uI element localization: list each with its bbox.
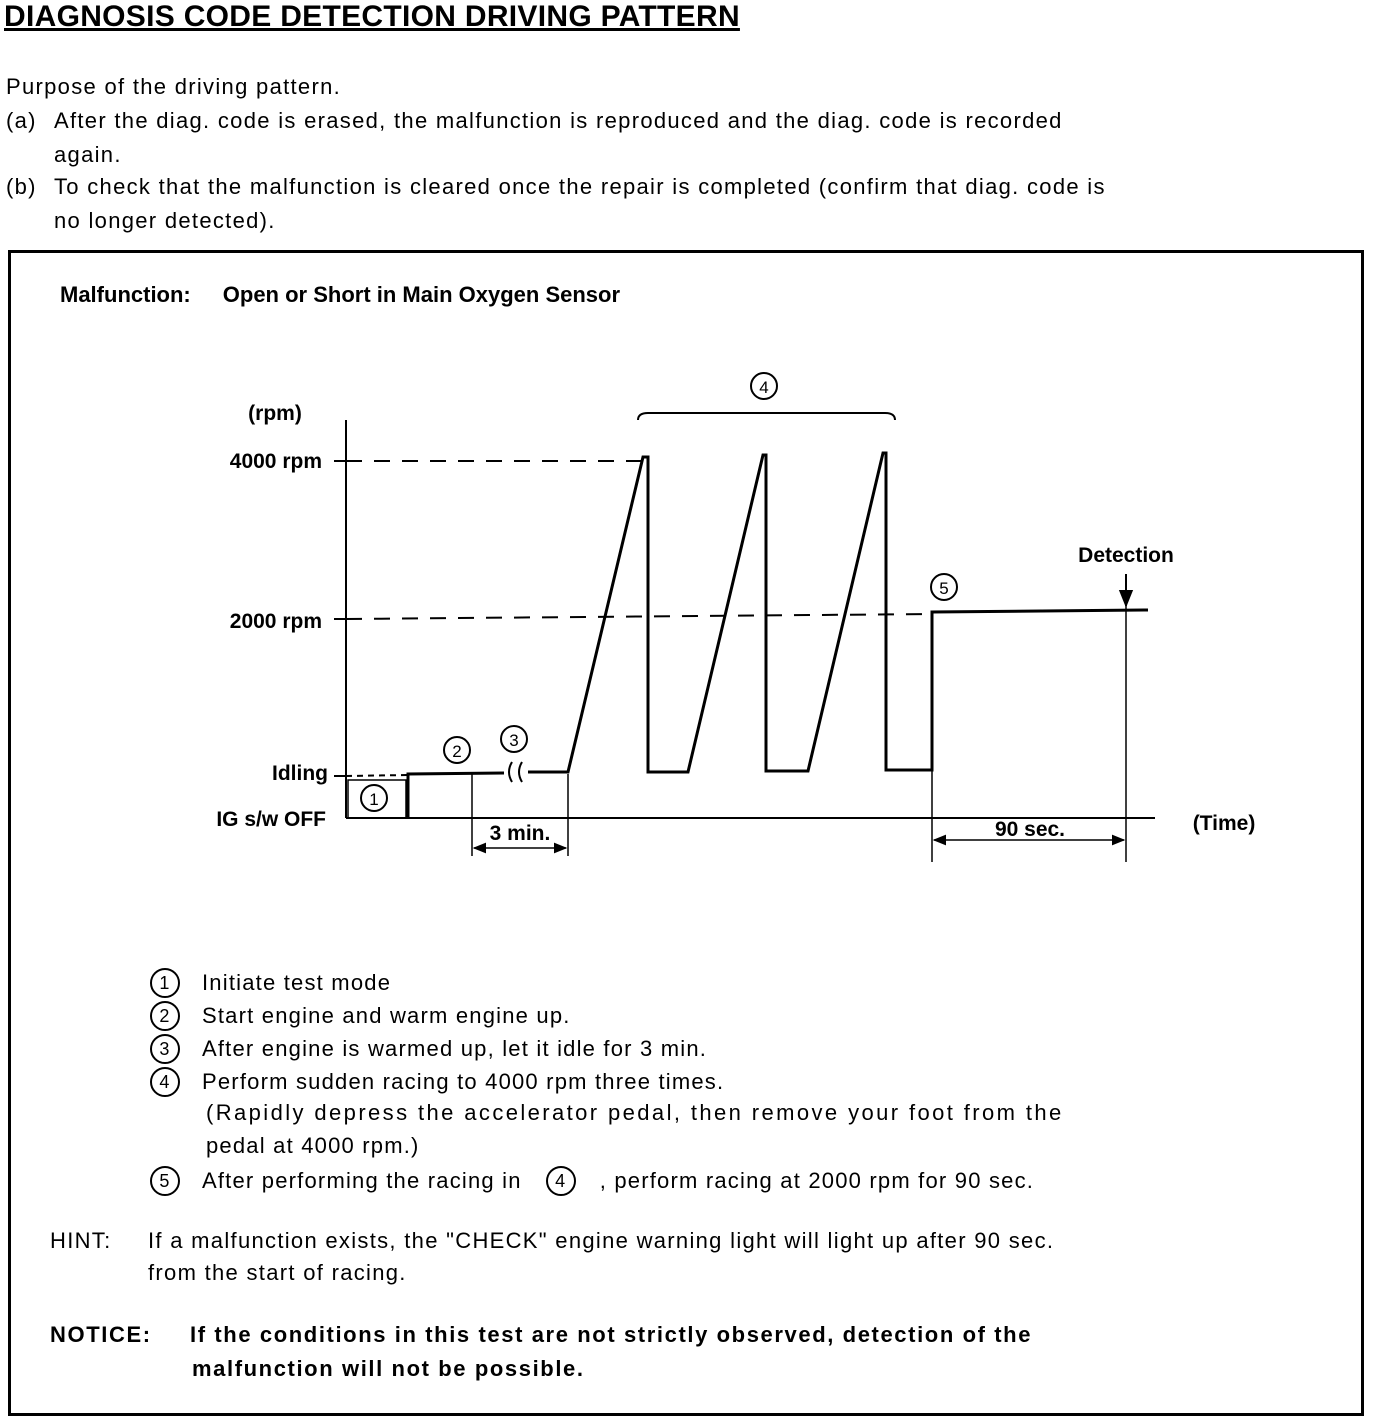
- svg-text:4: 4: [759, 378, 769, 397]
- step-item-4: [150, 1067, 1064, 1100]
- step-text: Initiate test mode: [202, 970, 392, 995]
- step-text-before: After performing the racing in: [202, 1168, 522, 1193]
- step-number: 1: [150, 968, 180, 998]
- item-text: After the diag. code is erased, the malfunction is reproduced and the diag. code is recorded: [54, 108, 1063, 133]
- step-4-detail-2: pedal at 4000 rpm.): [206, 1133, 420, 1158]
- step-item-2: [150, 1001, 1064, 1034]
- notice-text-2: malfunction will not be possible.: [192, 1356, 585, 1381]
- notice-text-1: If the conditions in this test are not strictly observed, detection of the: [190, 1322, 1033, 1347]
- detection-label: Detection: [1078, 544, 1174, 567]
- hint-note: [50, 1228, 1054, 1286]
- step-number: 2: [150, 1001, 180, 1031]
- step-number: 3: [150, 1034, 180, 1064]
- marker-1: [361, 785, 387, 811]
- step-number: 4: [150, 1067, 180, 1097]
- hint-text-2: from the start of racing.: [148, 1260, 407, 1285]
- svg-text:5: 5: [939, 579, 949, 598]
- step-ref-number: 4: [546, 1166, 576, 1196]
- dash-idling: [346, 775, 408, 776]
- level-2000: 2000 rpm: [229, 610, 322, 633]
- item-text: To check that the malfunction is cleared once the repair is completed (confirm that diag. code is: [54, 174, 1106, 199]
- break-symbol-right: [519, 762, 522, 782]
- marker-4: [751, 373, 777, 399]
- rpm-trace-warmup: [408, 773, 504, 818]
- step-4-detail-1: (Rapidly depress the accelerator pedal, then remove your foot from the: [206, 1100, 1064, 1125]
- step4-brace: [638, 413, 895, 420]
- notice-note: [50, 1322, 1032, 1382]
- marker-3: [501, 726, 527, 752]
- y-axis-unit: (rpm): [248, 402, 302, 425]
- malfunction-value: Open or Short in Main Oxygen Sensor: [222, 282, 621, 307]
- purpose-item-b-cont: no longer detected).: [54, 208, 276, 233]
- step-list: [150, 968, 1064, 1199]
- step-text: After engine is warmed up, let it idle for 3 min.: [202, 1036, 708, 1061]
- hint-label: HINT:: [50, 1228, 112, 1253]
- marker-2: [444, 737, 470, 763]
- step-number: 5: [150, 1166, 180, 1196]
- level-4000: 4000 rpm: [229, 450, 322, 473]
- level-ig-off: IG s/w OFF: [216, 808, 326, 831]
- break-symbol-left: [509, 762, 512, 782]
- rpm-trace-racing: [528, 453, 1148, 772]
- step-item-3: [150, 1034, 1064, 1067]
- step-text: Perform sudden racing to 4000 rpm three times.: [202, 1069, 725, 1094]
- level-idling: Idling: [272, 762, 328, 785]
- page-title: DIAGNOSIS CODE DETECTION DRIVING PATTERN: [4, 0, 740, 33]
- duration-90sec: 90 sec.: [994, 818, 1066, 841]
- marker-5: [931, 574, 957, 600]
- svg-text:3: 3: [509, 731, 519, 750]
- step-item-5: [150, 1166, 1064, 1199]
- purpose-item-a-cont: again.: [54, 142, 122, 167]
- duration-3min: 3 min.: [489, 822, 551, 845]
- svg-text:2: 2: [452, 742, 462, 761]
- item-label: (b): [6, 174, 37, 199]
- purpose-heading: Purpose of the driving pattern.: [6, 74, 342, 99]
- malfunction-label: Malfunction:: [60, 282, 191, 307]
- step-item-1: [150, 968, 1064, 1001]
- notice-label: NOTICE:: [50, 1322, 152, 1347]
- step-text: Start engine and warm engine up.: [202, 1003, 571, 1028]
- svg-text:1: 1: [369, 790, 379, 809]
- item-label: (a): [6, 108, 37, 133]
- x-axis-unit: (Time): [1192, 812, 1256, 835]
- step-text-after: , perform racing at 2000 rpm for 90 sec.: [599, 1168, 1035, 1193]
- hint-text-1: If a malfunction exists, the "CHECK" engine warning light will light up after 90 sec.: [148, 1228, 1055, 1253]
